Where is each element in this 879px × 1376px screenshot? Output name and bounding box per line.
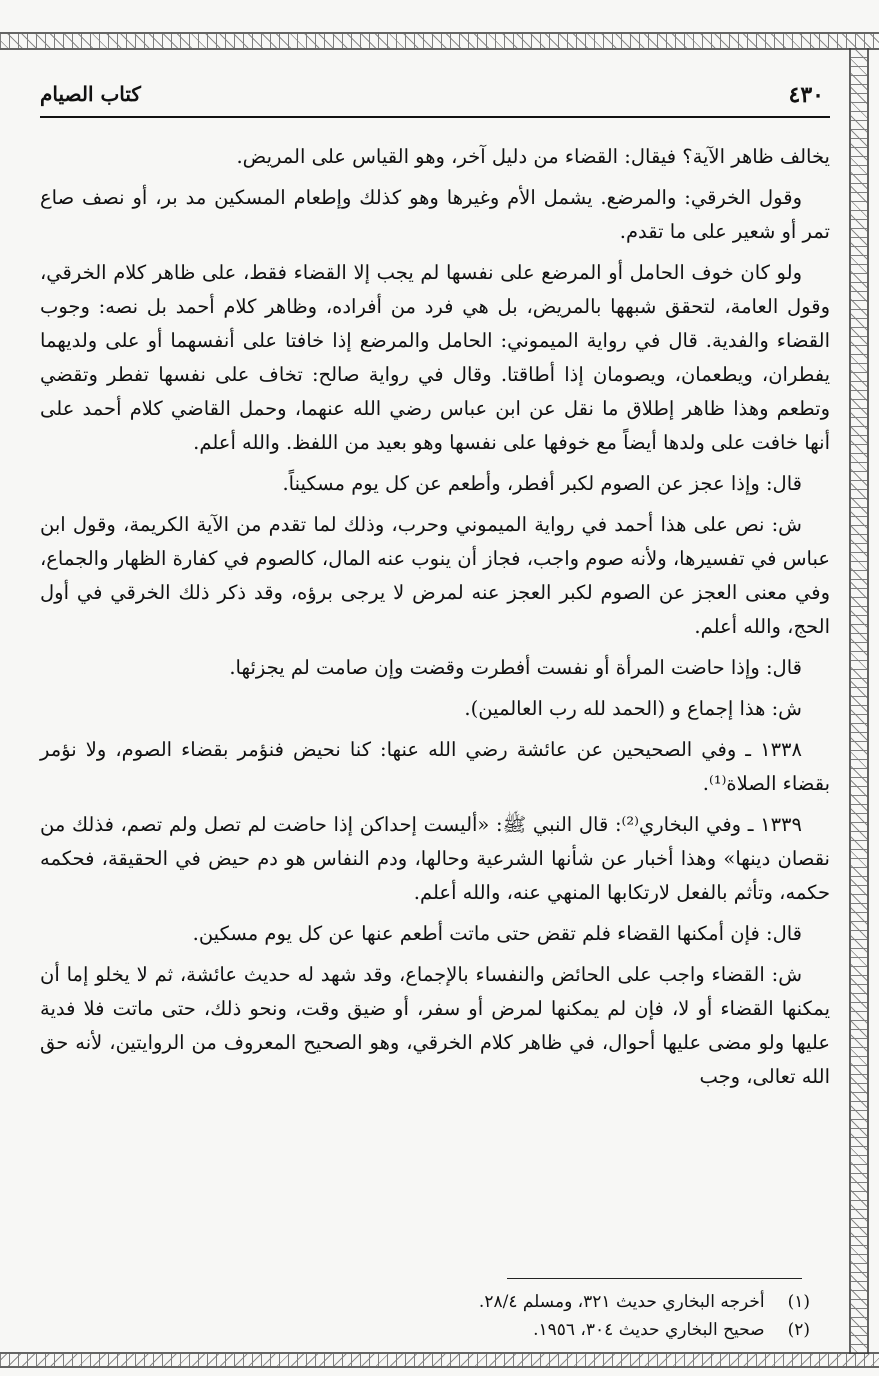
footnote-item — [40, 1288, 820, 1316]
paragraph: قال: فإن أمكنها القضاء فلم تقض حتى ماتت أطعم عنها عن كل يوم مسكين. — [192, 922, 802, 945]
main-text — [40, 140, 830, 1101]
book-title: كتاب الصيام — [40, 82, 141, 106]
paragraph: ١٣٣٩ ـ وفي البخاري⁽²⁾: قال النبي ﷺ: «أليست إحداكن إذا حاضت لم تصل ولم تصم، فذلك من نقصان دينها» وهذا أخبار عن شأنها الشرعية وحالها، ودم النفاس هو دم حيض في الحقيقة، فحكمه حكمه، وتأثم بالفعل لارتكابها المنهي عنه، والله أعلم. — [40, 813, 830, 904]
footnote-item — [40, 1316, 820, 1344]
paragraph: قال: وإذا حاضت المرأة أو نفست أفطرت وقضت وإن صامت لم يجزئها. — [229, 656, 802, 679]
footnotes — [40, 1288, 820, 1344]
paragraph: ولو كان خوف الحامل أو المرضع على نفسها لم يجب إلا القضاء فقط، على ظاهر كلام الخرقي، وقول العامة، لتحقق شبهها بالمريض، بل هي فرد من أفراده، وظاهر كلام أحمد بل نصه: وجوب القضاء والفدية. قال في رواية الميموني: الحامل والمرضع إذا خافتا على أنفسهما أو على ولديهما يفطران، ويطعمان، ويصومان إذا أطاقتا. وقال في رواية صالح: تخاف على نفسها تفطر وتقضي وتطعم وهذا ظاهر إطلاق ما نقل عن ابن عباس رضي الله عنهما، وحمل القاضي كلام أحمد على أنها خافت على ولدها أيضاً مع خوفها على نفسها وهو بعيد من اللفظ. والله أعلم. — [40, 261, 830, 454]
top-ornamental-border — [0, 32, 879, 50]
paragraph: ش: القضاء واجب على الحائض والنفساء بالإجماع، وقد شهد له حديث عائشة، ثم لا يخلو إما أن يمكنها القضاء أو لا، فإن لم يمكنها لمرض أو سفر، أو ضيق وقت، ونحو ذلك، حتى ماتت فلا فدية عليها ولو مضى عليها أحوال، في ظاهر كلام الخرقي، وهو الصحيح المعروف من الروايتين، لأنه حق الله تعالى، وجب — [40, 963, 830, 1088]
paragraph: ١٣٣٨ ـ وفي الصحيحين عن عائشة رضي الله عنها: كنا نحيض فنؤمر بقضاء الصوم، ولا نؤمر بقضاء الصلاة⁽¹⁾. — [40, 738, 830, 795]
paragraph: ش: هذا إجماع و (الحمد لله رب العالمين). — [464, 697, 802, 720]
footnote-text: أخرجه البخاري حديث ٣٢١، ومسلم ٢٨/٤. — [478, 1292, 765, 1312]
bottom-ornamental-border — [0, 1352, 879, 1368]
paragraph: قال: وإذا عجز عن الصوم لكبر أفطر، وأطعم عن كل يوم مسكيناً. — [282, 472, 802, 495]
footnote-number: (٢) — [787, 1320, 810, 1340]
right-ornamental-border — [849, 48, 869, 1354]
paragraph: يخالف ظاهر الآية؟ فيقال: القضاء من دليل آخر، وهو القياس على المريض. — [236, 145, 830, 168]
footnote-text: صحيح البخاري حديث ٣٠٤، ١٩٥٦. — [533, 1320, 765, 1340]
paragraph: وقول الخرقي: والمرضع. يشمل الأم وغيرها وهو كذلك وإطعام المسكين مد بر، أو نصف صاع تمر أو شعير على ما تقدم. — [40, 186, 830, 243]
paragraph: ش: نص على هذا أحمد في رواية الميموني وحرب، وذلك لما تقدم من الآية الكريمة، وقول ابن عباس في تفسيرها، ولأنه صوم واجب، فجاز أن ينوب عنه المال، كالصوم في كفارة الظهار والجماع، وفي معنى العجز عن الصوم لكبر العجز عنه لمرض لا يرجى برؤه، وقد ذكر ذلك الخرقي في أول الحج، والله أعلم. — [40, 513, 830, 638]
footnote-number: (١) — [787, 1292, 810, 1312]
page-header — [40, 78, 830, 118]
page-number: ٤٣٠ — [788, 82, 824, 108]
